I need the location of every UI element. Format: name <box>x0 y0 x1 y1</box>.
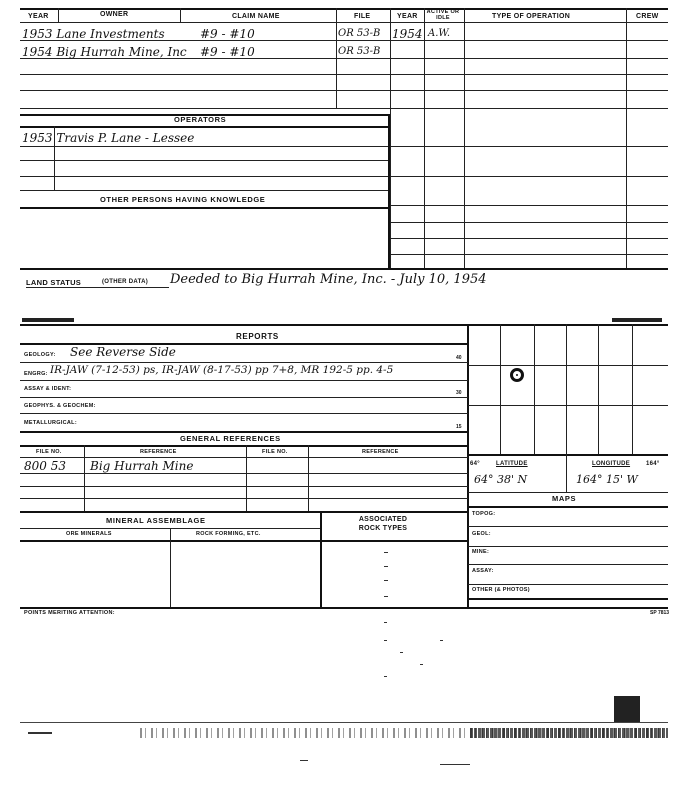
location-marker-icon <box>510 368 524 382</box>
header-crew: CREW <box>636 13 659 20</box>
assay-label: ASSAY & IDENT: <box>24 386 72 392</box>
engrg-value: IR-JAW (7-12-53) ps, IR-JAW (8-17-53) pp 7+8, MR 192-5 pp. 4-5 <box>50 364 394 376</box>
ore-minerals-label: ORE MINERALS <box>66 531 112 537</box>
metallurgical-label: METALLURGICAL: <box>24 420 77 426</box>
latitude-value: 64° 38' N <box>474 473 528 486</box>
land-status-sub: (OTHER DATA) <box>102 279 149 285</box>
land-status-value: Deeded to Big Hurrah Mine, Inc. - July 10, 1954 <box>170 272 487 287</box>
header-claim-name: CLAIM NAME <box>232 13 280 20</box>
ref-header-reference-1: REFERENCE <box>140 449 177 455</box>
ref-reference-entry: Big Hurrah Mine <box>90 459 194 473</box>
metallurgical-num: 15 <box>456 424 462 430</box>
points-label: POINTS MERITING ATTENTION: <box>24 610 115 616</box>
ref-file-entry: 800 53 <box>24 459 66 473</box>
lat-prefix: 64° <box>470 461 480 467</box>
form-number: SP 7813 <box>650 610 670 616</box>
geology-value: See Reverse Side <box>70 345 176 359</box>
maps-title: MAPS <box>552 494 577 503</box>
maps-geol: GEOL: <box>472 531 491 537</box>
owner-file-1: OR 53-B <box>338 28 381 39</box>
geophys-label: GEOPHYS. & GEOCHEM: <box>24 403 96 409</box>
header-owner: OWNER <box>100 11 129 18</box>
assoc-rock-types: ASSOCIATED ROCK TYPES <box>358 516 408 532</box>
longitude-label: LONGITUDE <box>592 461 631 467</box>
maps-assay: ASSAY: <box>472 568 494 574</box>
header-year: YEAR <box>28 13 49 20</box>
lon-suffix: 164° <box>646 461 660 467</box>
ref-header-file-2: FILE NO. <box>262 449 288 455</box>
header-year-2: YEAR <box>397 13 418 20</box>
operator-entry-1: 1953 Travis P. Lane - Lessee <box>22 131 195 145</box>
engrg-label: ENGRG: <box>24 371 48 377</box>
owner-entry-2: 1954 Big Hurrah Mine, Inc <box>22 45 187 59</box>
owner-entry-1: 1953 Lane Investments <box>22 27 165 41</box>
general-refs-title: GENERAL REFERENCES <box>180 434 281 443</box>
knowledge-title: OTHER PERSONS HAVING KNOWLEDGE <box>100 195 266 204</box>
owner-file-2: OR 53-B <box>338 46 381 57</box>
maps-mine: MINE: <box>472 549 490 555</box>
owner-claim-1: #9 - #10 <box>200 27 255 41</box>
assay-num: 30 <box>456 390 462 396</box>
status-active: A.W. <box>428 28 451 39</box>
longitude-value: 164° 15' W <box>576 473 638 486</box>
mineral-title: MINERAL ASSEMBLAGE <box>106 516 206 525</box>
ref-header-file-1: FILE NO. <box>36 449 62 455</box>
status-year: 1954 <box>392 27 423 41</box>
reports-title: REPORTS <box>236 332 279 341</box>
maps-topog: TOPOG: <box>472 511 496 517</box>
operators-title: OPERATORS <box>174 115 227 124</box>
geology-label: GEOLOGY: <box>24 352 56 358</box>
header-type-of-operation: TYPE OF OPERATION <box>492 13 571 20</box>
header-active-idle: ACTIVE OR IDLE <box>426 9 460 21</box>
maps-other: OTHER (& PHOTOS) <box>472 587 530 593</box>
rock-forming-label: ROCK FORMING, ETC. <box>196 531 261 537</box>
latitude-label: LATITUDE <box>496 461 528 467</box>
header-file: FILE <box>354 13 371 20</box>
owner-claim-2: #9 - #10 <box>200 45 255 59</box>
land-status-label: LAND STATUS <box>26 278 82 287</box>
ref-header-reference-2: REFERENCE <box>362 449 399 455</box>
geology-num: 40 <box>456 355 462 361</box>
